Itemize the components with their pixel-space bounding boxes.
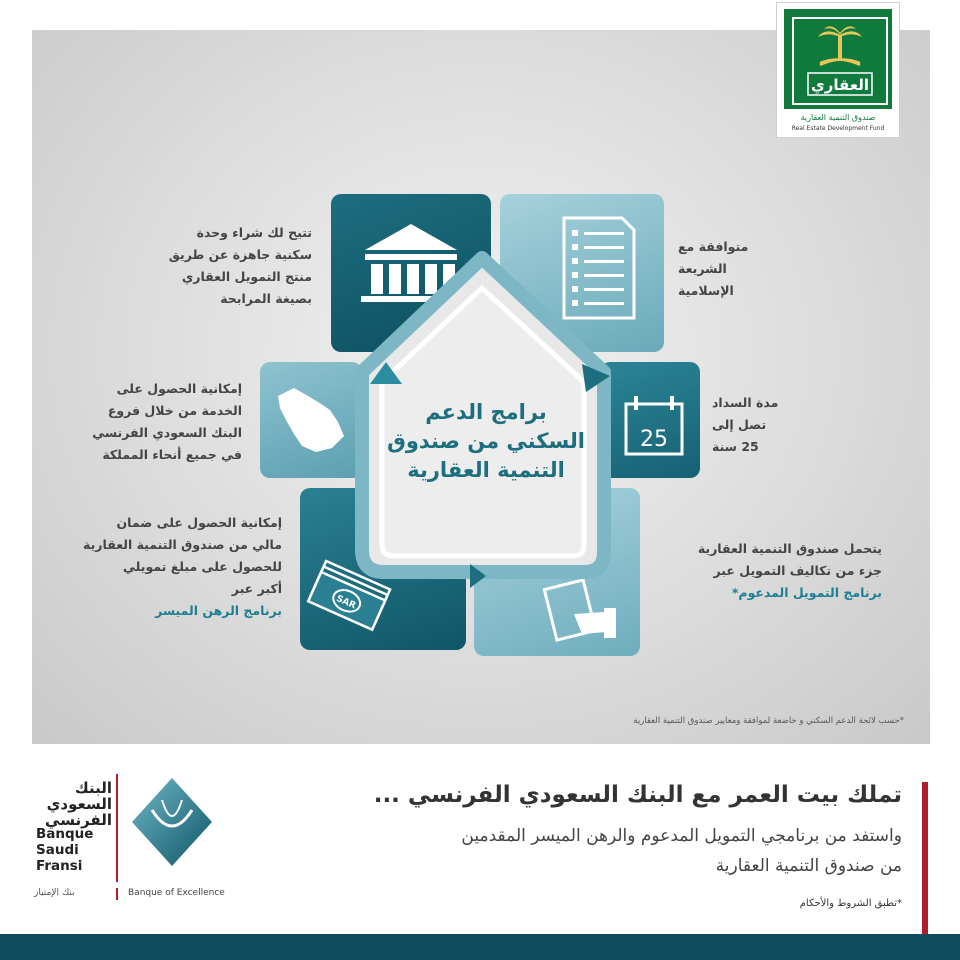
text-bank-purchase — [130, 222, 312, 310]
text-line: يتحمل صندوق التنمية العقارية — [697, 541, 882, 556]
text-subsidy — [660, 538, 882, 604]
text-line: تتيح لك شراء وحدة — [196, 225, 312, 240]
bank-name-en-line: Banque — [36, 826, 94, 842]
bank-logo-icon — [126, 772, 218, 872]
money-label: SAR — [334, 593, 358, 612]
text-line: البنك السعودي الفرنسي — [92, 425, 242, 440]
accent-bar — [922, 782, 928, 958]
bank-name-ar-line: البنك — [75, 779, 112, 797]
text-sharia — [678, 236, 798, 302]
terms-note: *تطبق الشروط والأحكام — [799, 898, 902, 909]
center-title-line-1: برامج الدعم — [425, 400, 547, 424]
text-line: أكبر عبر — [231, 581, 282, 596]
text-line: 25 سنة — [712, 439, 759, 454]
text-line: بصيغة المرابحة — [220, 291, 312, 306]
bank-divider-small — [116, 888, 118, 900]
text-line: منتج التمويل العقاري — [181, 269, 312, 284]
text-line: إمكانية الحصول على — [116, 381, 242, 396]
bank-name-ar-line: السعودي — [46, 795, 112, 813]
text-line: الشريعة — [678, 261, 727, 276]
bank-name-en-line: Saudi — [36, 842, 79, 858]
center-title-line-2: السكني من صندوق — [387, 429, 585, 453]
bank-divider — [116, 774, 118, 882]
headline: تملك بيت العمر مع البنك السعودي الفرنسي ... — [373, 782, 902, 808]
infographic-footnote: *حسب لائحة الدعم السكني و خاضعة لموافقة ومعايير صندوق التنمية العقارية — [633, 716, 904, 726]
text-line: متوافقة مع — [678, 239, 749, 254]
bank-name-en-line: Fransi — [36, 858, 83, 874]
bank-name-ar — [24, 780, 112, 828]
bank-tagline-ar: بنك الإمتياز — [34, 888, 75, 898]
logo-subtitle-en: Real Estate Development Fund — [791, 125, 885, 132]
text-line: الإسلامية — [678, 283, 734, 298]
bank-name-ar-line: الفرنسي — [45, 811, 112, 829]
text-line: إمكانية الحصول على ضمان — [116, 515, 282, 530]
guarantee-program-name: برنامج الرهن الميسر — [155, 603, 282, 618]
logo-subtitle-ar: صندوق التنمية العقارية — [800, 113, 876, 122]
text-branches — [80, 378, 242, 466]
center-title — [380, 398, 592, 485]
bottom-strip — [0, 934, 960, 960]
text-duration — [712, 392, 822, 458]
text-line: الخدمة من خلال فروع — [107, 403, 242, 418]
subsidy-program-name: برنامج التمويل المدعوم* — [731, 585, 882, 600]
calendar-number: 25 — [640, 427, 668, 452]
text-line: مدة السداد — [712, 395, 779, 410]
text-line: جزء من تكاليف التمويل عبر — [713, 563, 882, 578]
bank-tagline-en: Banque of Excellence — [128, 888, 225, 898]
subheadline-line-2: من صندوق التنمية العقارية — [715, 856, 902, 876]
bank-name-en — [36, 826, 93, 874]
center-title-line-3: التنمية العقارية — [407, 458, 565, 482]
text-line: تصل إلى — [712, 417, 767, 432]
text-line: مالي من صندوق التنمية العقارية — [83, 537, 282, 552]
text-guarantee — [70, 512, 282, 622]
text-line: سكنية جاهزة عن طريق — [168, 247, 312, 262]
text-line: للحصول على مبلغ تمويلي — [123, 559, 282, 574]
text-line: في جميع أنحاء المملكة — [102, 447, 242, 462]
subheadline-line-1: واستفد من برنامجي التمويل المدعوم والرهن الميسر المقدمين — [461, 826, 902, 846]
logo-name: العقاري — [810, 76, 870, 94]
